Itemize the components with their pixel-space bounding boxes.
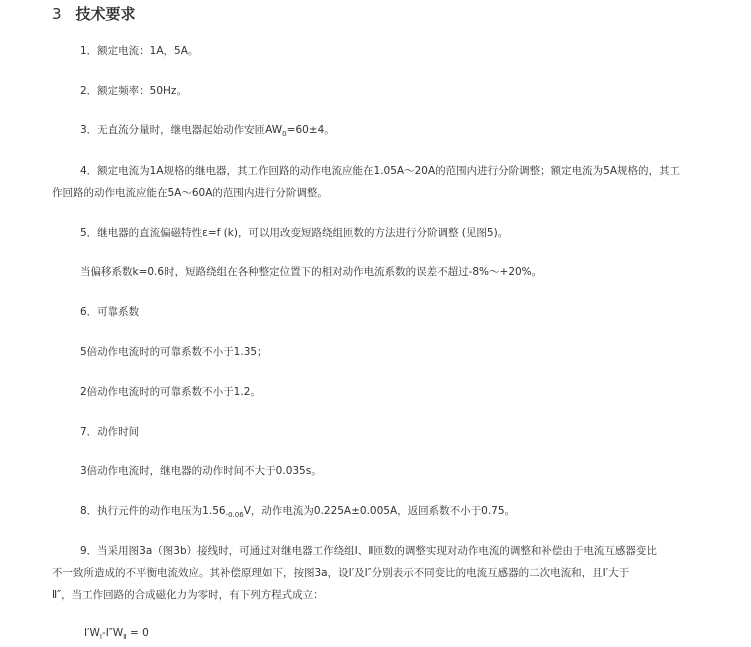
equation-term: -Ⅰ″W (101, 627, 124, 639)
item-reliability-2x: 2倍动作电流时的可靠系数不小于1.2。 (80, 386, 261, 398)
equation-term: Ⅰ′W (84, 627, 100, 639)
item-compensation-line2: 不一致所造成的不平衡电流效应。其补偿原理如下，按图3a，设Ⅰ′及Ⅰ″分别表示不同变比的电流互感器的二次电流和，且Ⅰ′大于 (52, 567, 630, 579)
section-number: 3 (52, 5, 62, 23)
item-reliability-5x: 5倍动作电流时的可靠系数不小于1.35； (80, 346, 268, 358)
subscript: Ⅰ (99, 633, 102, 641)
item-operating-time-3x: 3倍动作电流时，继电器的动作时间不大于0.035s。 (80, 465, 322, 477)
item-offset-coefficient-note: 当偏移系数k=0.6时，短路绕组在各种整定位置下的相对动作电流系数的误差不超过-8%～+20%。 (80, 266, 543, 278)
item-initial-ampere-turns (80, 119, 335, 141)
item-execution-element (80, 500, 515, 522)
item-compensation-line1: 9．当采用图3a（图3b）接线时，可通过对继电器工作绕组Ⅰ、Ⅱ匝数的调整实现对动作电流的调整和补偿由于电流互感器变比 (80, 545, 657, 557)
item-text: 8．执行元件的动作电压为1.56 (80, 505, 226, 517)
section-title: 技术要求 (75, 5, 136, 23)
equation-term: = 0 (126, 627, 149, 639)
item-operating-current-range-line1: 4．额定电流为1A规格的继电器，其工作回路的动作电流应能在1.05A～20A的范围内进行分阶调整；额定电流为5A规格的，其工 (80, 165, 681, 177)
item-rated-current: 1．额定电流：1A，5A。 (80, 45, 199, 57)
section-heading (52, 3, 136, 24)
item-compensation-line3: Ⅱ″，当工作回路的合成磁化力为零时，有下列方程式成立： (52, 589, 324, 601)
subscript: -0.06 (225, 511, 244, 519)
item-text: =60±4。 (286, 124, 335, 136)
item-text: 3．无直流分量时，继电器起始动作安匝AW (80, 124, 283, 136)
item-operating-current-range-line2: 作回路的动作电流应能在5A～60A的范围内进行分阶调整。 (52, 187, 328, 199)
equation (84, 622, 149, 644)
subscript: Ⅱ (123, 633, 127, 641)
item-reliability-coefficient: 6．可靠系数 (80, 306, 140, 318)
item-operating-time: 7．动作时间 (80, 426, 140, 438)
subscript: 0 (282, 130, 287, 138)
item-dc-bias-characteristic: 5．继电器的直流偏磁特性ε=f (k)，可以用改变短路绕组匝数的方法进行分阶调整 (见图5)。 (80, 227, 509, 239)
item-text: V，动作电流为0.225A±0.005A，返回系数不小于0.75。 (243, 505, 516, 517)
item-rated-frequency: 2．额定频率：50Hz。 (80, 85, 187, 97)
